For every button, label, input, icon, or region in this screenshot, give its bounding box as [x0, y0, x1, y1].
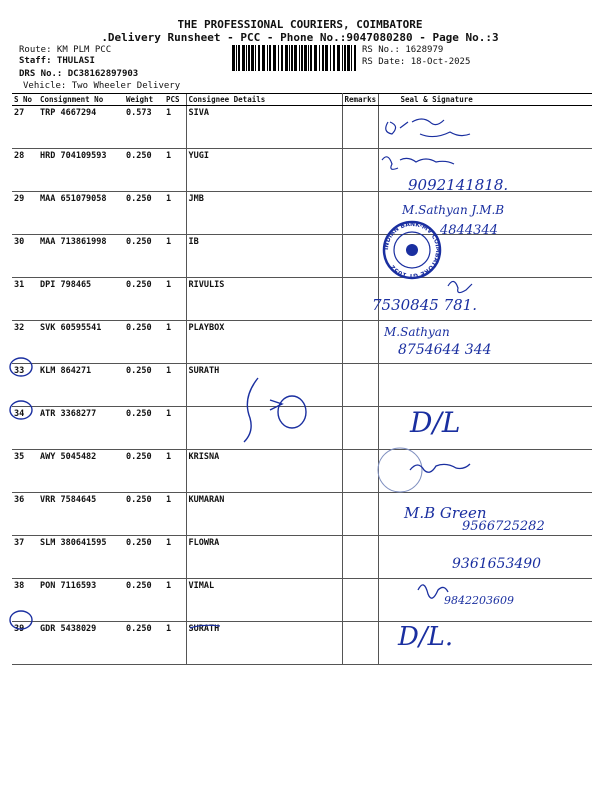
- row-signature: [378, 450, 592, 493]
- row-sno: 27: [12, 106, 38, 149]
- row-weight: 0.250: [124, 407, 164, 450]
- row-signature: [378, 579, 592, 622]
- row-consignee: PLAYBOX: [186, 321, 342, 364]
- row-remarks: [342, 192, 378, 235]
- row-pcs: 1: [164, 536, 186, 579]
- table-row: [12, 149, 592, 192]
- route-label: Route: KM PLM PCC: [19, 45, 112, 55]
- handwritten-name-row-36: M.B Green: [404, 504, 487, 522]
- row-sno: 37: [12, 536, 38, 579]
- row-remarks: [342, 622, 378, 665]
- table-header-row: [12, 94, 592, 106]
- row-signature: [378, 407, 592, 450]
- row-remarks: [342, 106, 378, 149]
- row-signature: [378, 493, 592, 536]
- row-weight: 0.250: [124, 450, 164, 493]
- row-consignee: SURATH: [186, 364, 342, 407]
- row-signature: [378, 235, 592, 278]
- row-signature: [378, 278, 592, 321]
- row-remarks: [342, 278, 378, 321]
- row-sno: 28: [12, 149, 38, 192]
- row-remarks: [342, 149, 378, 192]
- row-consignment-no: MAA 651079058: [38, 192, 124, 235]
- table-row: [12, 364, 592, 407]
- table-row: [12, 192, 592, 235]
- row-consignment-no: PON 7116593: [38, 579, 124, 622]
- row-pcs: 1: [164, 493, 186, 536]
- row-pcs: 1: [164, 106, 186, 149]
- row-consignee: FLOWRA: [186, 536, 342, 579]
- col-header-signature: Seal & Signature: [378, 94, 592, 106]
- handwritten-phone-row-29: 4844344: [440, 223, 498, 238]
- table-row: [12, 622, 592, 665]
- handwritten-phone-row-31: 7530845 781.: [372, 296, 477, 314]
- row-sno: 33: [12, 364, 38, 407]
- row-sno: 38: [12, 579, 38, 622]
- runsheet-subtitle: .Delivery Runsheet - PCC - Phone No.:9047080280 - Page No.:3: [101, 31, 499, 44]
- row-consignment-no: DPI 798465: [38, 278, 124, 321]
- row-remarks: [342, 450, 378, 493]
- col-header-pcs: PCS: [164, 94, 186, 106]
- row-consignee: KRISNA: [186, 450, 342, 493]
- handwritten-phone-row-38: 9842203609: [444, 594, 514, 607]
- row-consignee: SURATH: [186, 622, 342, 665]
- stamp-text: INDIAN BANK-MV COIMBATORE GT 1052: [382, 220, 442, 280]
- col-header-consignee: Consignee Details: [186, 94, 342, 106]
- row-sno: 36: [12, 493, 38, 536]
- table-row: [12, 278, 592, 321]
- row-consignee: [186, 407, 342, 450]
- row-consignment-no: ATR 3368277: [38, 407, 124, 450]
- row-signature: [378, 622, 592, 665]
- rs-date: RS Date: 18-Oct-2025: [362, 57, 471, 67]
- row-weight: 0.250: [124, 192, 164, 235]
- row-signature: [378, 106, 592, 149]
- rs-number: RS No.: 1628979: [362, 45, 444, 55]
- row-consignment-no: SLM 380641595: [38, 536, 124, 579]
- row-remarks: [342, 364, 378, 407]
- row-weight: 0.573: [124, 106, 164, 149]
- table-row: [12, 536, 592, 579]
- row-pcs: 1: [164, 278, 186, 321]
- table-row: [12, 235, 592, 278]
- row-weight: 0.250: [124, 579, 164, 622]
- row-consignment-no: MAA 713861998: [38, 235, 124, 278]
- barcode: [232, 45, 357, 71]
- vehicle-label: Vehicle: Two Wheeler Delivery: [23, 81, 181, 91]
- drs-number: DRS No.: DC38162897903: [19, 69, 139, 79]
- row-weight: 0.250: [124, 536, 164, 579]
- row-signature: [378, 321, 592, 364]
- table-row: [12, 321, 592, 364]
- row-pcs: 1: [164, 321, 186, 364]
- row-weight: 0.250: [124, 622, 164, 665]
- row-pcs: 1: [164, 407, 186, 450]
- company-title: THE PROFESSIONAL COURIERS, COIMBATORE: [177, 18, 423, 31]
- row-signature: [378, 149, 592, 192]
- row-sno: 34: [12, 407, 38, 450]
- row-consignment-no: GDR 5438029: [38, 622, 124, 665]
- row-remarks: [342, 407, 378, 450]
- row-signature: [378, 364, 592, 407]
- handwritten-mark-row-34: D/L: [410, 406, 461, 439]
- row-consignee: JMB: [186, 192, 342, 235]
- row-consignment-no: AWY 5045482: [38, 450, 124, 493]
- col-header-sno: S No: [12, 94, 38, 106]
- row-pcs: 1: [164, 149, 186, 192]
- row-remarks: [342, 235, 378, 278]
- col-header-remarks: Remarks: [342, 94, 378, 106]
- col-header-consignment: Consignment No: [38, 94, 124, 106]
- row-sno: 39: [12, 622, 38, 665]
- row-weight: 0.250: [124, 278, 164, 321]
- runsheet-table: [12, 93, 592, 665]
- row-weight: 0.250: [124, 235, 164, 278]
- row-consignee: IB: [186, 235, 342, 278]
- row-pcs: 1: [164, 235, 186, 278]
- row-weight: 0.250: [124, 364, 164, 407]
- row-pcs: 1: [164, 450, 186, 493]
- row-consignment-no: SVK 60595541: [38, 321, 124, 364]
- row-sno: 29: [12, 192, 38, 235]
- row-consignment-no: HRD 704109593: [38, 149, 124, 192]
- row-pcs: 1: [164, 579, 186, 622]
- row-sno: 32: [12, 321, 38, 364]
- row-consignee: SIVA: [186, 106, 342, 149]
- table-row: [12, 493, 592, 536]
- handwritten-mark-row-39: D/L.: [398, 622, 454, 652]
- row-consignment-no: TRP 4667294: [38, 106, 124, 149]
- row-consignment-no: VRR 7584645: [38, 493, 124, 536]
- staff-label: Staff: THULASI: [19, 56, 95, 66]
- row-weight: 0.250: [124, 149, 164, 192]
- handwritten-phone-row-28: 9092141818.: [408, 176, 509, 194]
- table-row: [12, 579, 592, 622]
- row-consignee: RIVULIS: [186, 278, 342, 321]
- handwritten-phone-row-37: 9361653490: [452, 556, 542, 572]
- row-pcs: 1: [164, 364, 186, 407]
- row-consignee: VIMAL: [186, 579, 342, 622]
- handwritten-name-row-32: M.Sathyan: [384, 325, 450, 339]
- row-weight: 0.250: [124, 493, 164, 536]
- row-signature: [378, 192, 592, 235]
- row-consignee: YUGI: [186, 149, 342, 192]
- row-sno: 35: [12, 450, 38, 493]
- row-sno: 31: [12, 278, 38, 321]
- col-header-weight: Weight: [124, 94, 164, 106]
- table-row: [12, 106, 592, 149]
- row-remarks: [342, 536, 378, 579]
- row-weight: 0.250: [124, 321, 164, 364]
- row-signature: [378, 536, 592, 579]
- handwritten-phone-row-36: 9566725282: [462, 519, 545, 534]
- handwritten-phone-row-32: 8754644 344: [398, 342, 492, 358]
- row-sno: 30: [12, 235, 38, 278]
- row-pcs: 1: [164, 622, 186, 665]
- row-remarks: [342, 321, 378, 364]
- table-row: [12, 450, 592, 493]
- row-remarks: [342, 493, 378, 536]
- table-row: [12, 407, 592, 450]
- row-consignee: KUMARAN: [186, 493, 342, 536]
- row-pcs: 1: [164, 192, 186, 235]
- row-consignment-no: KLM 864271: [38, 364, 124, 407]
- row-remarks: [342, 579, 378, 622]
- handwritten-name-row-29: M.Sathyan J.M.B: [402, 203, 505, 217]
